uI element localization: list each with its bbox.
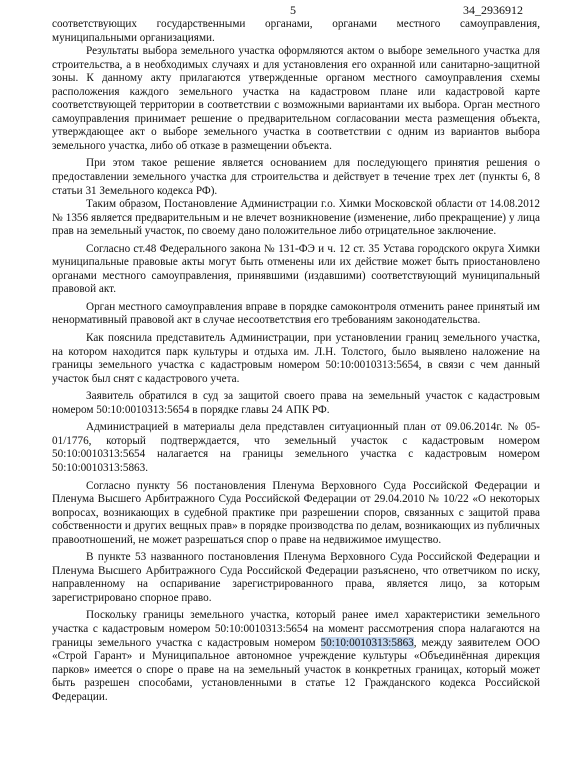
conclusion-text-after: , между заявителем ООО «Строй Гарант» и Муниципальное автономное учреждение культуры «Объединённая дирекция парков» имеется о споре о праве на на земельный участок в конкретных границах, который может быть разрешен способами, установленными в статье 12 Гражданского кодекса Российской Федерации. <box>52 636 540 703</box>
paragraph-site-selection-act: Результаты выбора земельного участка оформляются актом о выборе земельного участка для строительства, а в необходимых случаях и для установления его охранной или санитарно-защитной зоны. К данному акту прилагаются утвержденные органом местного самоуправления схемы расположения каждого земельного участка на кадастровом плане или кадастровой карте соответствующей территории в соответствии с возможными вариантами их выбора. Орган местного самоуправления принимает решение о предварительном согласовании места размещения объекта, утверждающее акт о выборе земельного участка в соответствии с одним из вариантов выбора земельного участка, либо об отказе в размещении объекта. <box>52 45 540 152</box>
paragraph-administration-explanation: Как пояснила представитель Администрации, при установлении границ земельного участка, на котором находится парк культуры и отдыха им. Л.Н. Толстого, было выявлено наложение на границы земельного участка с кадастровым номером 50:10:0010313:5654, в связи с чем данный участок был снят с кадастрового учета. <box>52 332 540 385</box>
paragraph-federal-law-131: Согласно ст.48 Федерального закона № 131-ФЭ и ч. 12 ст. 35 Устава городского округа Химки муниципальные правовые акты могут быть отменены или их действие может быть приостановлено органами местного самоуправления, принявшими (издавшими) соответствующий муниципальный правовой акт. <box>52 242 540 296</box>
paragraph-decision-basis: При этом такое решение является основанием для последующего принятия решения о предоставлении земельного участка для строительства и действует в течение трех лет (пункты 6, 8 статьи 31 Земельного кодекса РФ). <box>52 157 540 197</box>
paragraph-dispute-conclusion <box>52 609 540 704</box>
paragraph-plenum-point-56: Согласно пункту 56 постановления Пленума Верховного Суда Российской Федерации и Пленума Высшего Арбитражного Суда Российской Федерации от 29.04.2010 № 10/22 «О некоторых вопросах, возникающих в судебной практике при разрешении споров, связанных с защитой права собственности и других вещных прав» в порядке производства по делам, возникающих из публичных правоотношений, не может разрешаться спор о праве на недвижимое имущество. <box>52 479 540 546</box>
paragraph-continuation: соответствующих государственными органами, органами местного самоуправления, муниципальными организациями. <box>52 18 540 44</box>
document-body <box>52 18 540 704</box>
paragraph-situational-plan: Администрацией в материалы дела представлен ситуационный план от 09.06.2014г. № 05-01/1776, который подтверждается, что земельный участок с кадастровым номером 50:10:0010313:5654 налагается на границы земельного участка с кадастровым номером 50:10:0010313:5863. <box>52 421 540 474</box>
highlighted-cadastral-number[interactable]: 50:10:0010313:5863 <box>320 636 414 649</box>
conclusion-text-before: Поскольку границы земельного участка, который ранее имел характеристики земельного участка с кадастровым номером 50:10:0010313:5654 на момент рассмотрения спора налагаются на границы земельного участка с кадастровым номером <box>52 609 540 649</box>
paragraph-resolution-preliminary: Таким образом, Постановление Администрации г.о. Химки Московской области от 14.08.2012 № 1356 является предварительным и не влечет возникновение (изменение, либо прекращение) у лица прав на земельный участок, по своему дано положительное либо отрицательное заключение. <box>52 198 540 238</box>
document-code: 34_2936912 <box>463 3 523 17</box>
page-number: 5 <box>290 3 296 17</box>
paragraph-self-control: Орган местного самоуправления вправе в порядке самоконтроля отменить ранее принятый им ненормативный правовой акт в случае несоответствия его требованиям законодательства. <box>52 300 540 327</box>
paragraph-plenum-point-53: В пункте 53 названного постановления Пленума Верховного Суда Российской Федерации и Пленума Высшего Арбитражного Суда Российской Федерации разъяснено, что ответчиком по иску, направленному на оспаривание зарегистрированного права, является лицо, за которым зарегистрировано спорное право. <box>52 551 540 604</box>
paragraph-applicant-claim: Заявитель обратился в суд за защитой своего права на земельный участок с кадастровым номером 50:10:0010313:5654 в порядке главы 24 АПК РФ. <box>52 390 540 416</box>
